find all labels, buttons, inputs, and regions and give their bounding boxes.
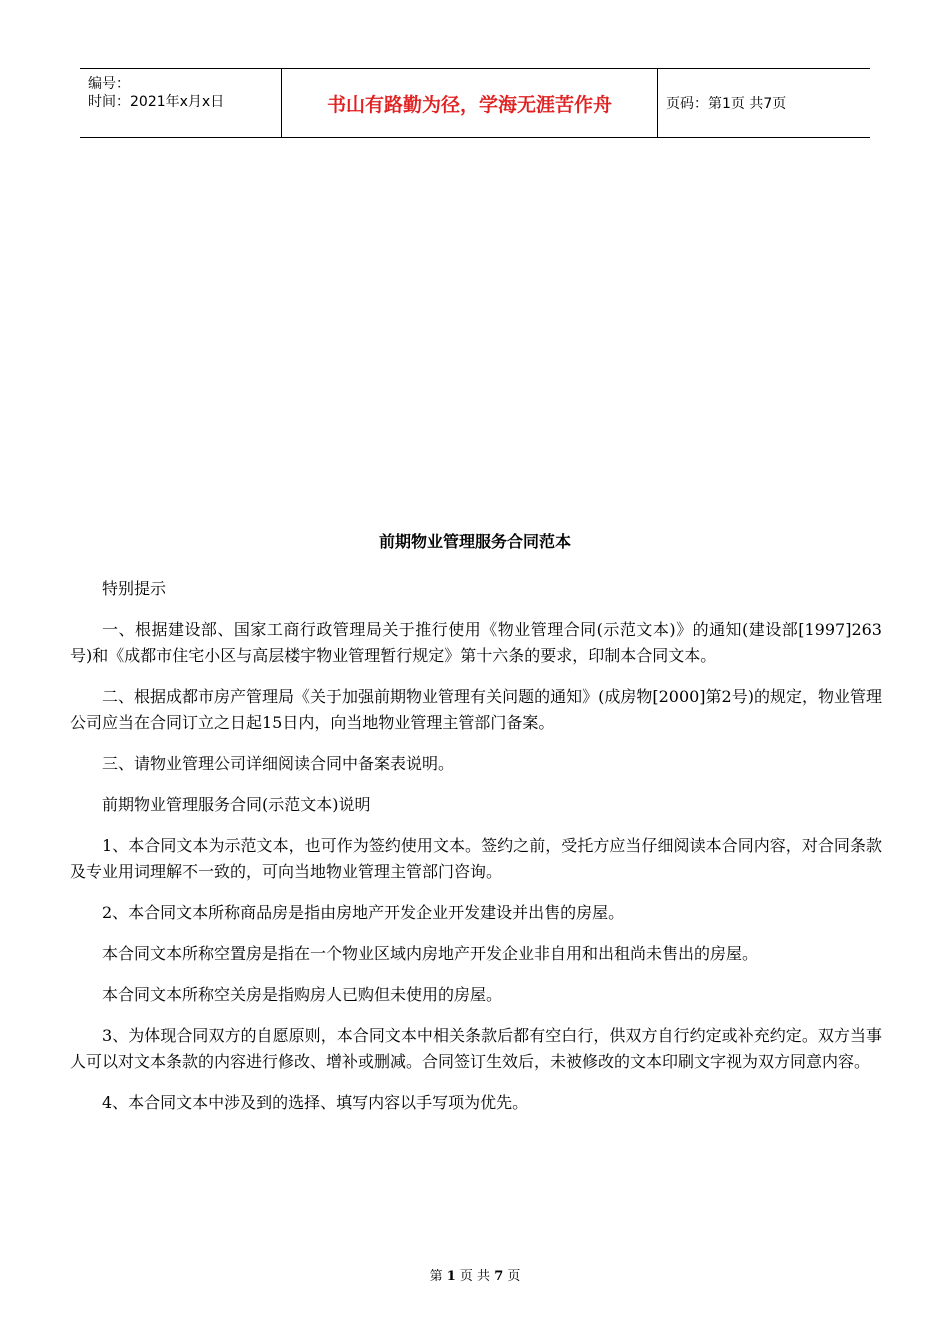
- footer-middle: 页 共: [459, 1269, 491, 1284]
- footer-prefix: 第: [429, 1269, 443, 1284]
- paragraph: 1、本合同文本为示范文本，也可作为签约使用文本。签约之前，受托方应当仔细阅读本合同内容，对合同条款及专业用词理解不一致的，可向当地物业管理主管部门咨询。: [70, 836, 882, 881]
- header-meta: [80, 69, 282, 137]
- footer-suffix: 页: [507, 1269, 521, 1284]
- paragraph: 本合同文本所称空关房是指购房人已购但未使用的房屋。: [102, 985, 503, 1004]
- header-table: [80, 68, 870, 138]
- paragraph: 2、本合同文本所称商品房是指由房地产开发企业开发建设并出售的房屋。: [102, 903, 625, 922]
- paragraph: 3、为体现合同双方的自愿原则，本合同文本中相关条款后都有空白行，供双方自行约定或补充约定。双方当事人可以对文本条款的内容进行修改、增补或删减。合同签订生效后，未被修改的文本印刷文字视为双方同意内容。: [70, 1026, 882, 1071]
- footer-page-number: 1: [446, 1269, 456, 1284]
- paragraph-special-notice: 特别提示: [102, 579, 167, 598]
- paragraph: 二、根据成都市房产管理局《关于加强前期物业管理有关问题的通知》(成房物[2000]第2号)的规定，物业管理公司应当在合同订立之日起15日内，向当地物业管理主管部门备案。: [70, 687, 882, 732]
- motto: 书山有路勤为径，学海无涯苦作舟: [326, 93, 612, 116]
- footer-total-pages: 7: [494, 1269, 504, 1284]
- header-motto-cell: [282, 69, 658, 137]
- header-page-info: [658, 69, 870, 137]
- paragraph: 前期物业管理服务合同(示范文本)说明: [102, 795, 371, 814]
- time-label: 时间：2021年x月x日: [88, 94, 225, 110]
- document-title: 前期物业管理服务合同范本: [378, 532, 571, 551]
- paragraph: 4、本合同文本中涉及到的选择、填写内容以手写项为优先。: [102, 1093, 529, 1112]
- paragraph: 本合同文本所称空置房是指在一个物业区域内房地产开发企业非自用和出租尚未售出的房屋。: [102, 944, 759, 963]
- number-label: 编号：: [88, 76, 130, 92]
- page-info: 页码：第1页 共7页: [666, 96, 787, 112]
- paragraph: 一、根据建设部、国家工商行政管理局关于推行使用《物业管理合同(示范文本)》的通知(建设部[1997]263号)和《成都市住宅小区与高层楼宇物业管理暂行规定》第十六条的要求，印制本合同文本。: [70, 620, 882, 665]
- page-footer: [0, 1265, 950, 1284]
- paragraph: 三、请物业管理公司详细阅读合同中备案表说明。: [102, 754, 455, 773]
- document-body: [70, 576, 882, 1131]
